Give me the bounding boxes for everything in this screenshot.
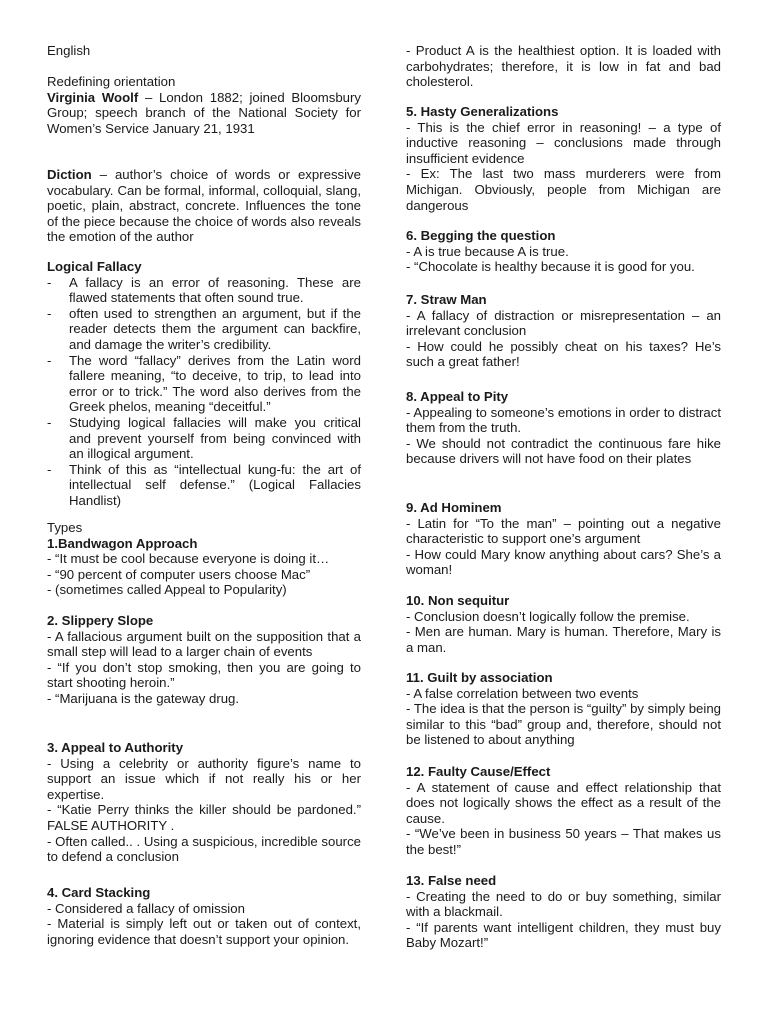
appeal-to-authority-block <box>47 740 361 865</box>
continuation-block <box>406 43 721 90</box>
section-line: - A fallacious argument built on the supposition that a small step will lead to a larger chain of events <box>47 628 361 660</box>
hasty-generalizations-block <box>406 104 721 213</box>
begging-question-block <box>406 228 721 275</box>
section-line: - We should not contradict the continuous fare hike because drivers will not have food on their plates <box>406 435 721 467</box>
section-title: 4. Card Stacking <box>47 885 151 900</box>
section-title: 5. Hasty Generalizations <box>406 104 559 119</box>
topic-line: Redefining orientation <box>47 74 176 89</box>
section-line: - A is true because A is true. <box>406 243 569 259</box>
list-item: - A fallacy is an error of reasoning. These are flawed statements that often sound true. <box>47 275 361 306</box>
diction-paragraph <box>47 167 361 245</box>
types-label: Types <box>47 520 83 535</box>
section-line: - “If parents want intelligent children, they must buy Baby Mozart!” <box>406 919 721 951</box>
section-line: - Men are human. Mary is human. Therefore, Mary is a man. <box>406 624 721 655</box>
logical-fallacy-heading: Logical Fallacy <box>47 259 142 274</box>
diction-definition: – author’s choice of words or expressive vocabulary. Can be formal, informal, colloquial, slang, poetic, plain, abstract, concrete. Influences the tone of the piece because the choice of words also reveals the emotion of the author <box>47 167 361 245</box>
section-line: - Creating the need to do or buy something, similar with a blackmail. <box>406 888 721 920</box>
section-line: - Often called.. . Using a suspicious, incredible source to defend a conclusion <box>47 833 361 865</box>
section-line: - A fallacy of distraction or misrepresentation – an irrelevant conclusion <box>406 307 721 339</box>
card-stacking-block <box>47 885 361 947</box>
faulty-cause-effect-block <box>406 764 721 858</box>
section-title: 10. Non sequitur <box>406 593 510 608</box>
section-line: - (sometimes called Appeal to Popularity) <box>47 582 287 598</box>
author-paragraph <box>47 90 361 137</box>
straw-man-block <box>406 292 721 370</box>
section-line: - Material is simply left out or taken out of context, ignoring evidence that doesn’t support your opinion. <box>47 916 361 947</box>
non-sequitur-block <box>406 593 721 655</box>
section-line: - Latin for “To the man” – pointing out a negative characteristic to support one’s argument <box>406 515 721 547</box>
section-line: - How could he possibly cheat on his taxes? He’s such a great father! <box>406 338 721 370</box>
section-line: - A false correlation between two events <box>406 685 639 701</box>
section-title: 13. False need <box>406 873 497 888</box>
ad-hominem-block <box>406 500 721 578</box>
section-title: 12. Faulty Cause/Effect <box>406 764 551 779</box>
list-item: - often used to strengthen an argument, but if the reader detects them the argument can backfire, and damage the writer’s credibility. <box>47 306 361 353</box>
section-line: - How could Mary know anything about cars? She’s a woman! <box>406 546 721 578</box>
section-title: 7. Straw Man <box>406 292 487 307</box>
section-title: 11. Guilt by association <box>406 670 553 685</box>
section-title: 9. Ad Hominem <box>406 500 502 515</box>
author-description: – London 1882; joined Bloomsbury Group; speech branch of the National Society for Women’s Service January 21, 1931 <box>47 89 362 136</box>
section-title: 1.Bandwagon Approach <box>47 535 198 551</box>
list-item: - Think of this as “intellectual kung-fu: the art of intellectual self defense.” (Logical Fallacies Handlist) <box>47 462 361 509</box>
section-title: 6. Begging the question <box>406 228 556 243</box>
section-line: - “Katie Perry thinks the killer should be pardoned.” FALSE AUTHORITY . <box>47 802 361 833</box>
section-line: - “Chocolate is healthy because it is good for you. <box>406 259 695 275</box>
section-line: - The idea is that the person is “guilty” by simply being similar to this “bad” group and, therefore, should not be listened to about anything <box>406 701 721 748</box>
logical-fallacy-list <box>47 275 361 509</box>
section-line: - Product A is the healthiest option. It is loaded with carbohydrates; therefore, it is low in fat and bad cholesterol. <box>406 43 721 90</box>
section-line: - “It must be cool because everyone is doing it… <box>47 551 330 567</box>
section-line: - Conclusion doesn’t logically follow the premise. <box>406 608 690 624</box>
section-line: - Using a celebrity or authority figure’s name to support an issue which if not really his or her expertise. <box>47 755 361 802</box>
false-need-block <box>406 873 721 951</box>
section-line: - A statement of cause and effect relationship that does not logically shows the effect as a result of the cause. <box>406 779 721 826</box>
types-block <box>47 520 361 598</box>
diction-term: Diction <box>47 167 92 182</box>
section-title: 8. Appeal to Pity <box>406 389 509 404</box>
section-line: - “90 percent of computer users choose Mac” <box>47 566 311 582</box>
section-line: - Appealing to someone’s emotions in order to distract them from the truth. <box>406 404 721 436</box>
section-line: - “Marijuana is the gateway drug. <box>47 690 240 706</box>
list-item: - Studying logical fallacies will make you critical and prevent yourself from being convinced with an illogical argument. <box>47 415 361 462</box>
list-item: - The word “fallacy” derives from the Latin word fallere meaning, “to deceive, to trip, to lead into error or to trick.” The word also derives from the Greek phelos, meaning “deceitful.” <box>47 353 361 415</box>
appeal-to-pity-block <box>406 389 721 467</box>
guilt-by-association-block <box>406 670 721 748</box>
diction-block <box>47 167 361 245</box>
slippery-slope-block <box>47 613 361 707</box>
section-line: - “If you don’t stop smoking, then you are going to start shooting heroin.” <box>47 659 361 691</box>
section-line: - Ex: The last two mass murderers were from Michigan. Obviously, people from Michigan are dangerous <box>406 166 721 213</box>
subject-block <box>47 43 361 59</box>
subject-line: English <box>47 43 91 58</box>
section-line: - Considered a fallacy of omission <box>47 900 245 916</box>
logical-fallacy-block <box>47 259 361 509</box>
author-name: Virginia Woolf <box>47 89 139 105</box>
section-line: - “We’ve been in business 50 years – That makes us the best!” <box>406 826 721 857</box>
topic-block <box>47 74 361 136</box>
section-line: - This is the chief error in reasoning! – a type of inductive reasoning – conclusions made through insufficient evidence <box>406 119 721 166</box>
section-title: 3. Appeal to Authority <box>47 740 184 755</box>
section-title: 2. Slippery Slope <box>47 613 154 628</box>
